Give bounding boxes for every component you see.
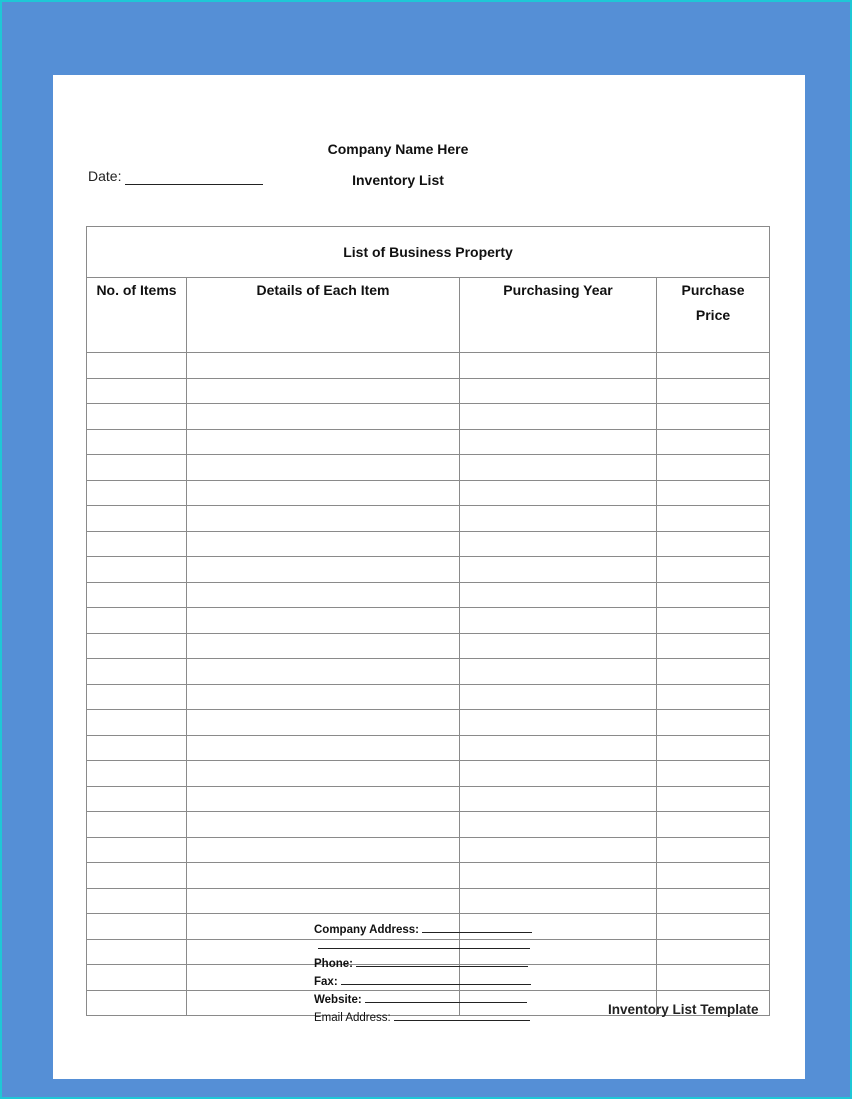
address-second-line[interactable] <box>318 937 530 949</box>
company-name: Company Name Here <box>327 141 469 157</box>
table-row <box>87 710 770 736</box>
table-cell[interactable] <box>87 939 187 965</box>
col-header-details: Details of Each Item <box>187 278 460 353</box>
table-cell[interactable] <box>187 659 460 685</box>
website-field[interactable] <box>365 991 527 1003</box>
phone-field[interactable] <box>356 955 528 967</box>
website-line <box>314 991 532 1009</box>
table-cell[interactable] <box>187 710 460 736</box>
table-cell[interactable] <box>87 480 187 506</box>
table-row <box>87 378 770 404</box>
table-cell[interactable] <box>657 557 770 583</box>
table-cell[interactable] <box>460 812 657 838</box>
table-header-row <box>87 278 770 353</box>
col-header-purchase-price: Purchase Price <box>657 278 770 353</box>
table-cell[interactable] <box>187 531 460 557</box>
email-line <box>314 1009 532 1027</box>
table-cell[interactable] <box>657 735 770 761</box>
table-cell[interactable] <box>657 888 770 914</box>
table-cell[interactable] <box>460 786 657 812</box>
table-cell[interactable] <box>657 837 770 863</box>
table-cell[interactable] <box>87 531 187 557</box>
table-cell[interactable] <box>87 710 187 736</box>
table-cell[interactable] <box>187 633 460 659</box>
table-cell[interactable] <box>87 455 187 481</box>
table-cell[interactable] <box>460 582 657 608</box>
table-cell[interactable] <box>187 761 460 787</box>
table-cell[interactable] <box>460 761 657 787</box>
table-cell[interactable] <box>657 480 770 506</box>
table-cell[interactable] <box>87 863 187 889</box>
table-cell[interactable] <box>657 378 770 404</box>
table-cell[interactable] <box>460 429 657 455</box>
table-cell[interactable] <box>657 812 770 838</box>
table-row <box>87 786 770 812</box>
table-cell[interactable] <box>460 863 657 889</box>
fax-field[interactable] <box>341 973 531 985</box>
table-cell[interactable] <box>87 557 187 583</box>
email-field[interactable] <box>394 1009 530 1021</box>
table-cell[interactable] <box>87 965 187 991</box>
date-field-line[interactable] <box>125 184 263 185</box>
table-cell[interactable] <box>87 812 187 838</box>
table-cell[interactable] <box>187 786 460 812</box>
table-cell[interactable] <box>460 404 657 430</box>
table-cell[interactable] <box>87 378 187 404</box>
table-body <box>87 353 770 1016</box>
table-cell[interactable] <box>187 582 460 608</box>
table-cell[interactable] <box>87 633 187 659</box>
table-row <box>87 812 770 838</box>
table-row <box>87 582 770 608</box>
document-title: Inventory List <box>352 172 444 188</box>
table-cell[interactable] <box>460 455 657 481</box>
table-row <box>87 429 770 455</box>
table-cell[interactable] <box>657 608 770 634</box>
table-cell[interactable] <box>187 378 460 404</box>
table-row <box>87 684 770 710</box>
table-cell[interactable] <box>87 353 187 379</box>
table-cell[interactable] <box>657 684 770 710</box>
table-cell[interactable] <box>187 557 460 583</box>
date-label: Date: <box>88 168 122 184</box>
table-row <box>87 480 770 506</box>
table-row <box>87 659 770 685</box>
table-row <box>87 735 770 761</box>
table-cell[interactable] <box>657 506 770 532</box>
table-cell[interactable] <box>187 863 460 889</box>
table-cell[interactable] <box>460 608 657 634</box>
table-cell[interactable] <box>460 888 657 914</box>
table-caption: List of Business Property <box>87 227 770 278</box>
table-row <box>87 353 770 379</box>
table-cell[interactable] <box>460 378 657 404</box>
table-row <box>87 557 770 583</box>
table-cell[interactable] <box>187 480 460 506</box>
table-cell[interactable] <box>460 684 657 710</box>
table-cell[interactable] <box>460 557 657 583</box>
table-cell[interactable] <box>87 888 187 914</box>
table-cell[interactable] <box>657 965 770 991</box>
table-cell[interactable] <box>187 353 460 379</box>
table-row <box>87 531 770 557</box>
table-cell[interactable] <box>87 786 187 812</box>
table-cell[interactable] <box>87 837 187 863</box>
table-cell[interactable] <box>460 735 657 761</box>
table-row <box>87 761 770 787</box>
table-cell[interactable] <box>460 506 657 532</box>
table-cell[interactable] <box>657 353 770 379</box>
table-cell[interactable] <box>657 939 770 965</box>
inventory-table <box>86 226 770 1016</box>
company-address-label: Company Address: <box>314 924 420 936</box>
table-cell[interactable] <box>657 582 770 608</box>
email-label: Email Address: <box>314 1012 391 1024</box>
table-row <box>87 863 770 889</box>
table-cell[interactable] <box>87 608 187 634</box>
table-cell[interactable] <box>187 888 460 914</box>
table-cell[interactable] <box>187 812 460 838</box>
table-row <box>87 506 770 532</box>
table-cell[interactable] <box>657 429 770 455</box>
website-label: Website: <box>314 994 362 1006</box>
table-cell[interactable] <box>460 837 657 863</box>
table-cell[interactable] <box>87 659 187 685</box>
table-cell[interactable] <box>87 582 187 608</box>
phone-line <box>314 955 532 973</box>
table-row <box>87 888 770 914</box>
table-cell[interactable] <box>87 735 187 761</box>
table-row <box>87 633 770 659</box>
contact-block <box>314 921 532 1027</box>
table-row <box>87 608 770 634</box>
table-cell[interactable] <box>187 684 460 710</box>
table-cell[interactable] <box>187 404 460 430</box>
table-cell[interactable] <box>460 480 657 506</box>
table-cell[interactable] <box>460 710 657 736</box>
table-cell[interactable] <box>187 506 460 532</box>
table-cell[interactable] <box>657 863 770 889</box>
table-cell[interactable] <box>87 429 187 455</box>
table-cell[interactable] <box>460 353 657 379</box>
table-cell[interactable] <box>657 404 770 430</box>
table-cell[interactable] <box>187 455 460 481</box>
table-cell[interactable] <box>657 531 770 557</box>
template-label: Inventory List Template <box>608 1002 759 1017</box>
table-row <box>87 404 770 430</box>
table-cell[interactable] <box>657 633 770 659</box>
table-cell[interactable] <box>657 659 770 685</box>
table-cell[interactable] <box>87 990 187 1016</box>
table-cell[interactable] <box>87 404 187 430</box>
phone-label: Phone: <box>314 958 353 970</box>
table-cell[interactable] <box>187 837 460 863</box>
fax-line <box>314 973 532 991</box>
table-cell[interactable] <box>657 914 770 940</box>
table-cell[interactable] <box>87 684 187 710</box>
table-cell[interactable] <box>460 531 657 557</box>
table-cell[interactable] <box>657 761 770 787</box>
table-cell[interactable] <box>657 455 770 481</box>
address-continuation <box>314 937 532 955</box>
table-row <box>87 837 770 863</box>
table-cell[interactable] <box>187 608 460 634</box>
table-cell[interactable] <box>460 633 657 659</box>
table-cell[interactable] <box>87 914 187 940</box>
table-cell[interactable] <box>460 659 657 685</box>
col-header-no-items: No. of Items <box>87 278 187 353</box>
table-cell[interactable] <box>87 506 187 532</box>
table-row <box>87 455 770 481</box>
table-cell[interactable] <box>187 735 460 761</box>
table-cell[interactable] <box>657 786 770 812</box>
col-header-purchasing-year: Purchasing Year <box>460 278 657 353</box>
fax-label: Fax: <box>314 976 338 988</box>
company-address-field[interactable] <box>422 921 532 933</box>
table-cell[interactable] <box>657 710 770 736</box>
table-cell[interactable] <box>87 761 187 787</box>
table-cell[interactable] <box>187 429 460 455</box>
